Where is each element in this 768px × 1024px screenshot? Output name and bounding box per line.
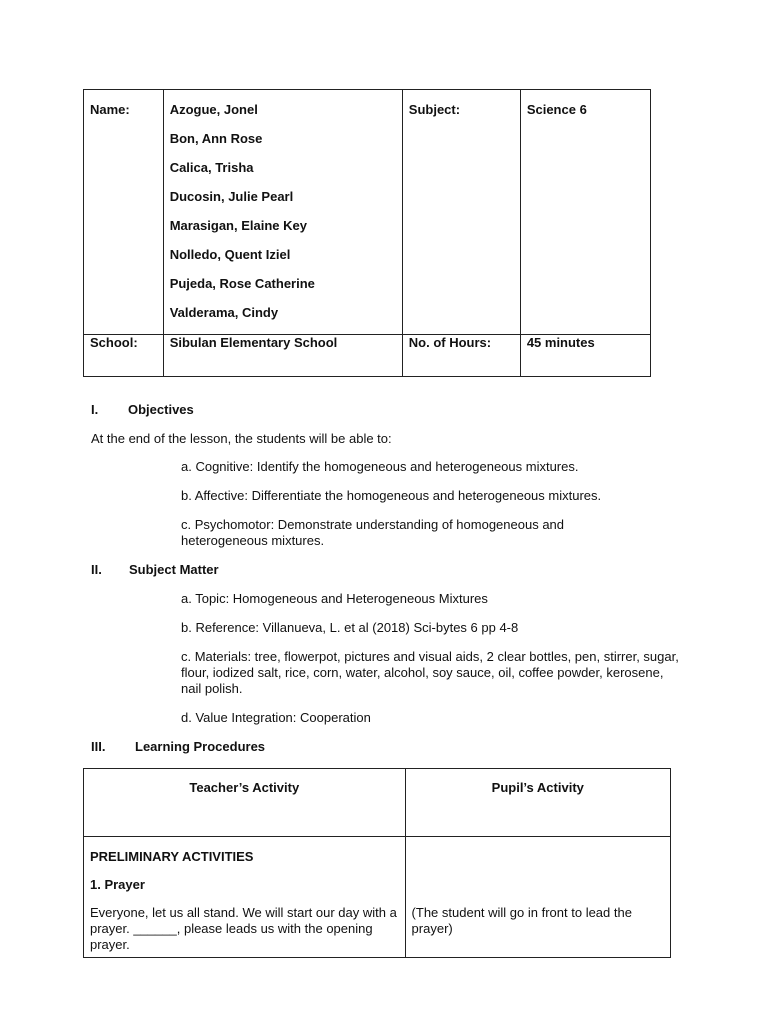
- name-item: Ducosin, Julie Pearl: [169, 189, 294, 204]
- objective-item: a. Cognitive: Identify the homogeneous and heterogeneous mixtures.: [181, 459, 579, 474]
- school-row: [84, 335, 651, 377]
- pupil-activity-cell: [405, 837, 670, 958]
- name-label-cell: [84, 90, 164, 335]
- name-item: Valderama, Cindy: [169, 305, 279, 320]
- names-list: [170, 90, 396, 334]
- section-title: Learning Procedures: [135, 739, 266, 754]
- teacher-activity-cell: [84, 837, 406, 958]
- pupil-activity-header: Pupil’s Activity: [405, 769, 670, 837]
- subject-label: Subject:: [408, 102, 461, 117]
- procedures-header-row: [84, 769, 671, 837]
- info-table: [83, 89, 651, 377]
- teacher-prayer-text: Everyone, let us all stand. We will start our day with a prayer. ______, please leads us with the opening prayer.: [90, 905, 397, 952]
- procedures-row: [84, 837, 671, 958]
- subject-label-cell: [402, 90, 520, 335]
- hours-label: No. of Hours:: [402, 335, 520, 377]
- subject-matter-item: a. Topic: Homogeneous and Heterogeneous Mixtures: [181, 591, 488, 606]
- subject-matter-item: c. Materials: tree, flowerpot, pictures and visual aids, 2 clear bottles, pen, stirrer, sugar, flour, iodized salt, rice, corn, water, alcohol, soy sauce, oil, coffee powder, kerosene, nail polish.: [181, 649, 679, 696]
- name-item: Bon, Ann Rose: [169, 131, 263, 146]
- procedures-table: [83, 768, 671, 958]
- subject-matter-heading: [91, 562, 219, 577]
- objectives-intro: At the end of the lesson, the students will be able to:: [91, 431, 392, 446]
- objective-item: b. Affective: Differentiate the homogeneous and heterogeneous mixtures.: [181, 488, 602, 503]
- subject-value-cell: [520, 90, 650, 335]
- names-row: [84, 90, 651, 335]
- name-label: Name:: [90, 102, 130, 117]
- teacher-activity-header: Teacher’s Activity: [84, 769, 406, 837]
- name-item: Calica, Trisha: [169, 160, 254, 175]
- section-title: Subject Matter: [129, 562, 219, 577]
- name-item: Azogue, Jonel: [169, 102, 258, 117]
- section-number: II.: [91, 562, 102, 577]
- subject-matter-item: b. Reference: Villanueva, L. et al (2018) Sci-bytes 6 pp 4-8: [181, 620, 519, 635]
- school-label: School:: [84, 335, 164, 377]
- name-item: Marasigan, Elaine Key: [169, 218, 307, 233]
- subject-value: Science 6: [526, 102, 587, 117]
- objective-item: c. Psychomotor: Demonstrate understanding of homogeneous and heterogeneous mixtures.: [181, 517, 565, 548]
- hours-value: 45 minutes: [520, 335, 650, 377]
- section-number: I.: [91, 402, 99, 417]
- preliminary-heading: PRELIMINARY ACTIVITIES: [90, 849, 254, 864]
- objectives-heading: [91, 402, 194, 417]
- subject-matter-item: d. Value Integration: Cooperation: [181, 710, 371, 725]
- section-title: Objectives: [128, 402, 194, 417]
- names-cell: [163, 90, 402, 335]
- name-item: Pujeda, Rose Catherine: [169, 276, 315, 291]
- pupil-prayer-text: (The student will go in front to lead the prayer): [411, 905, 632, 936]
- learning-procedures-heading: [91, 739, 265, 754]
- school-value: Sibulan Elementary School: [163, 335, 402, 377]
- name-item: Nolledo, Quent Iziel: [169, 247, 291, 262]
- section-number: III.: [91, 739, 106, 754]
- prayer-heading: 1. Prayer: [90, 877, 145, 892]
